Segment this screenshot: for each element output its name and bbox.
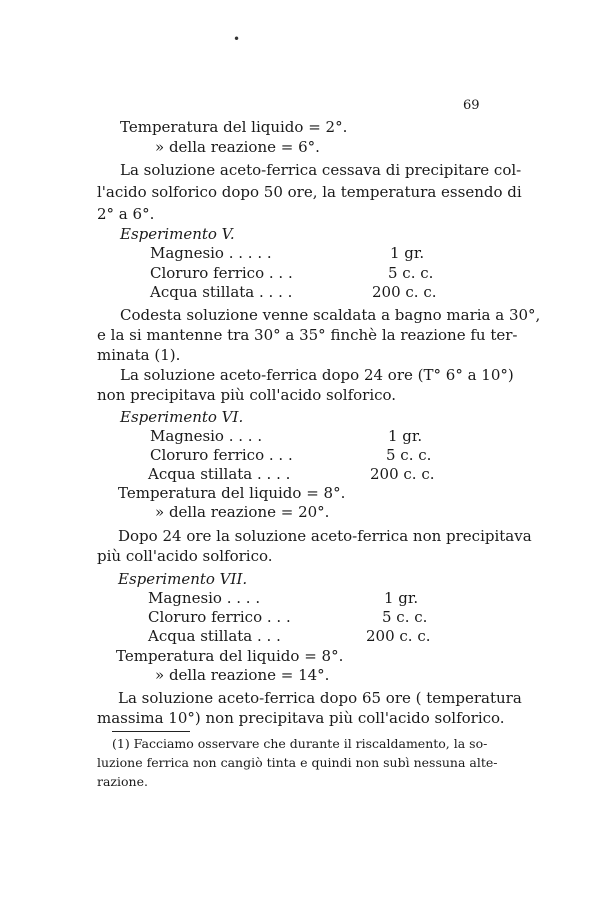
paragraph-3-line-1: La soluzione aceto-ferrica dopo 24 ore (T° 6° a 10°) — [120, 366, 514, 384]
footnote-rule — [112, 731, 190, 732]
top-speck: • — [233, 32, 241, 46]
paragraph-4-line-1: Dopo 24 ore la soluzione aceto-ferrica non precipitava — [118, 527, 532, 545]
exp6-ingredient-value: 200 c. c. — [370, 465, 435, 483]
exp5-ingredient-value: 200 c. c. — [372, 283, 437, 301]
exp5-ingredient-name: Acqua stillata . . . . — [150, 283, 293, 301]
temperature-liquid-line: Temperatura del liquido = 2°. — [120, 118, 348, 136]
paragraph-4-line-2: più coll'acido solforico. — [97, 547, 273, 565]
exp7-temperature-liquid: Temperatura del liquido = 8°. — [116, 647, 344, 665]
paragraph-5-line-1: La soluzione aceto-ferrica dopo 65 ore ( temperatura — [118, 689, 522, 707]
exp7-ingredient-name: Magnesio . . . . — [148, 589, 261, 607]
exp7-ingredient-name: Acqua stillata . . . — [148, 627, 281, 645]
paragraph-1-line-3: 2° a 6°. — [97, 205, 155, 223]
exp6-temperature-reaction: » della reazione = 20°. — [155, 503, 330, 521]
exp5-ingredient-name: Magnesio . . . . . — [150, 244, 272, 262]
exp5-ingredient-name: Cloruro ferrico . . . — [150, 264, 293, 282]
exp7-ingredient-value: 200 c. c. — [366, 627, 431, 645]
paragraph-1-line-2: l'acido solforico dopo 50 ore, la temperatura essendo di — [97, 183, 522, 201]
exp7-temperature-reaction: » della reazione = 14°. — [155, 666, 330, 684]
exp7-ingredient-value: 1 gr. — [384, 589, 419, 607]
exp6-ingredient-name: Acqua stillata . . . . — [148, 465, 291, 483]
exp5-ingredient-value: 1 gr. — [390, 244, 425, 262]
temperature-reaction-line: » della reazione = 6°. — [155, 138, 320, 156]
paragraph-3-line-2: non precipitava più coll'acido solforico. — [97, 386, 397, 404]
paragraph-1-line-1: La soluzione aceto-ferrica cessava di precipitare col- — [120, 161, 522, 179]
experiment-5-heading: Esperimento V. — [120, 225, 235, 243]
exp7-ingredient-name: Cloruro ferrico . . . — [148, 608, 291, 626]
paragraph-2-line-3: minata (1). — [97, 346, 181, 364]
experiment-6-heading: Esperimento VI. — [120, 408, 244, 426]
exp6-ingredient-name: Cloruro ferrico . . . — [150, 446, 293, 464]
exp6-temperature-liquid: Temperatura del liquido = 8°. — [118, 484, 346, 502]
footnote-line-2: luzione ferrica non cangiò tinta e quindi non subì nessuna alte- — [97, 755, 498, 770]
exp6-ingredient-value: 5 c. c. — [386, 446, 432, 464]
footnote-line-3: razione. — [97, 774, 148, 789]
page-number: 69 — [463, 98, 480, 113]
exp7-ingredient-value: 5 c. c. — [382, 608, 428, 626]
paragraph-2-line-2: e la si mantenne tra 30° a 35° finchè la reazione fu ter- — [97, 326, 518, 344]
exp5-ingredient-value: 5 c. c. — [388, 264, 434, 282]
paragraph-5-line-2: massima 10°) non precipitava più coll'acido solforico. — [97, 709, 505, 727]
exp6-ingredient-name: Magnesio . . . . — [150, 427, 263, 445]
experiment-7-heading: Esperimento VII. — [118, 570, 248, 588]
paragraph-2-line-1: Codesta soluzione venne scaldata a bagno maria a 30°, — [120, 306, 541, 324]
exp6-ingredient-value: 1 gr. — [388, 427, 423, 445]
footnote-line-1: (1) Facciamo osservare che durante il riscaldamento, la so- — [112, 736, 488, 751]
